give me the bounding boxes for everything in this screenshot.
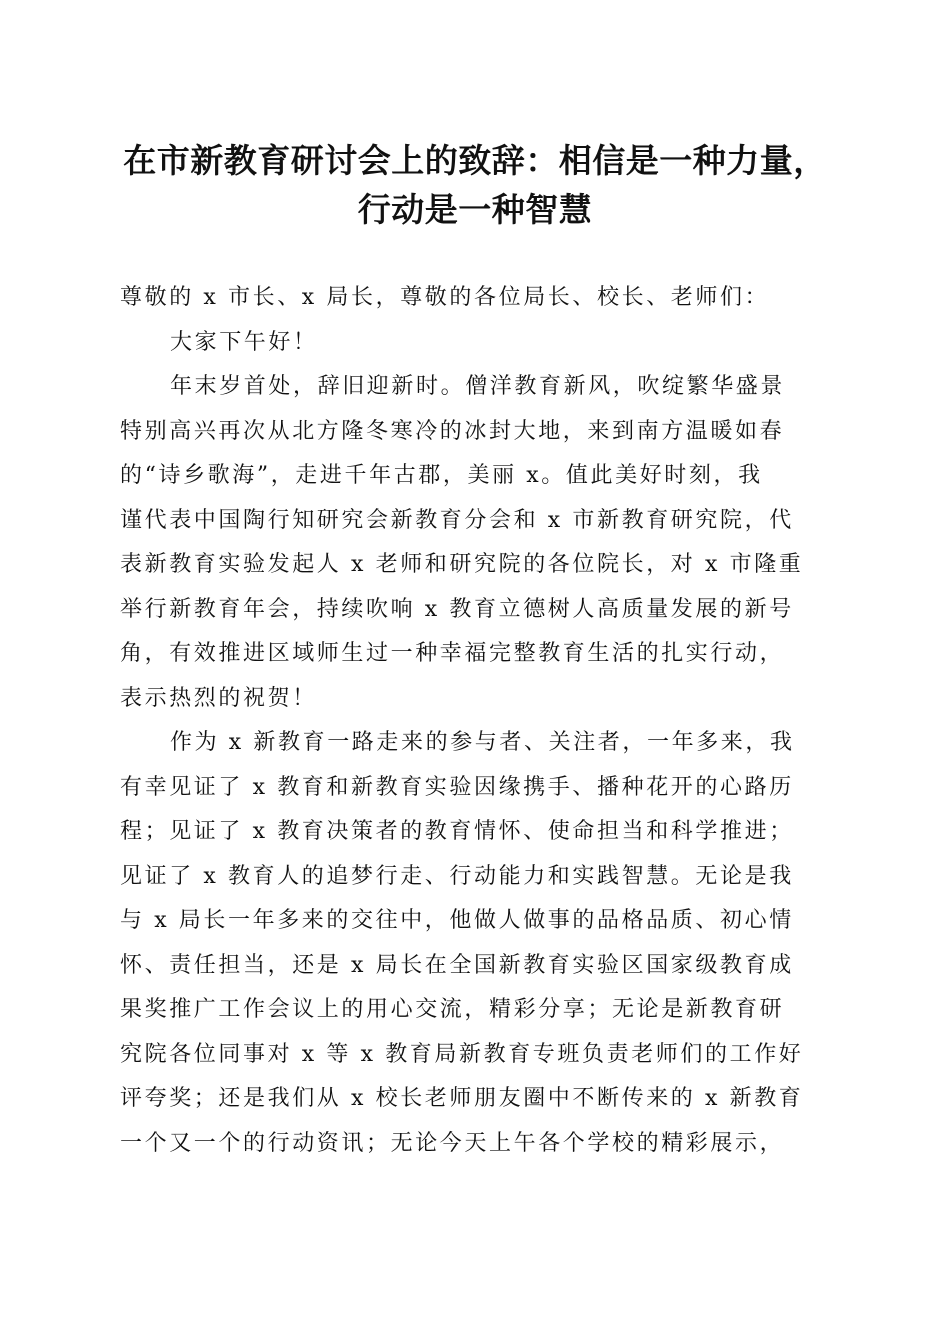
body-text-line: 见证了 x 教育人的追梦行走、行动能力和实践智慧。无论是我 (120, 863, 794, 889)
document-body (120, 276, 830, 1166)
title-line: 在市新教育研讨会上的致辞：相信是一种力量， (123, 141, 827, 180)
body-text-line: 大家下午好！ (170, 329, 318, 355)
body-text-line: 谨代表中国陶行知研究会新教育分会和 x 市新教育研究院，代 (120, 507, 794, 533)
body-text-line: 的“诗乡歌海”，走进千年古郡，美丽 x。值此美好时刻，我 (120, 463, 763, 488)
body-text-line: 尊敬的 x 市长、x 局长，尊敬的各位局长、校长、老师们： (120, 285, 770, 310)
body-text-line: 举行新教育年会，持续吹响 x 教育立德树人高质量发展的新号 (120, 596, 794, 622)
body-text-line: 表示热烈的祝贺！ (120, 685, 317, 711)
document-title (100, 136, 850, 234)
title-line: 行动是一种智慧 (357, 190, 593, 229)
body-text-line: 表新教育实验发起人 x 老师和研究院的各位院长，对 x 市隆重 (120, 552, 804, 577)
body-text-line: 一个又一个的行动资讯；无论今天上午各个学校的精彩展示， (120, 1130, 785, 1156)
body-text-line: 果奖推广工作会议上的用心交流，精彩分享；无论是新教育研 (120, 997, 785, 1022)
body-text-line: 年末岁首处，辞旧迎新时。僧洋教育新风，吹绽繁华盛景 (170, 374, 786, 399)
body-text-line: 程；见证了 x 教育决策者的教育情怀、使命担当和科学推进； (120, 819, 794, 844)
body-text-line: 角，有效推进区域师生过一种幸福完整教育生活的扎实行动， (120, 641, 785, 666)
body-text-line: 作为 x 新教育一路走来的参与者、关注者，一年多来，我 (170, 730, 795, 755)
body-text-line: 有幸见证了 x 教育和新教育实验因缘携手、播种花开的心路历 (120, 774, 794, 800)
body-text-line: 究院各位同事对 x 等 x 教育局新教育专班负责老师们的工作好 (120, 1041, 804, 1067)
body-text-line: 评夸奖；还是我们从 x 校长老师朋友圈中不断传来的 x 新教育 (120, 1086, 804, 1111)
body-text-line: 怀、责任担当，还是 x 局长在全国新教育实验区国家级教育成 (120, 952, 794, 978)
body-text-line: 特别高兴再次从北方隆冬寒冷的冰封大地，来到南方温暖如春 (120, 418, 785, 444)
body-text-line: 与 x 局长一年多来的交往中，他做人做事的品格品质、初心情 (120, 908, 794, 933)
